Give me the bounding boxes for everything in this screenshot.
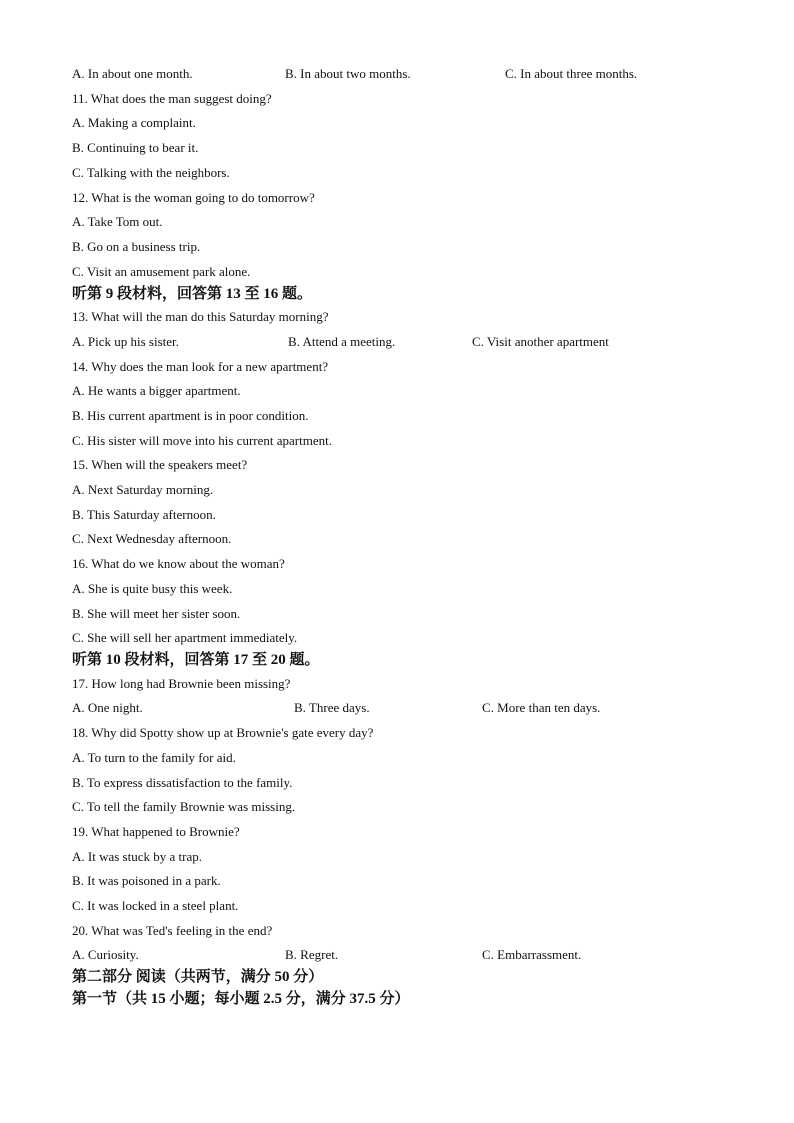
q14-option-c: C. His sister will move into his current apartment.: [72, 433, 332, 448]
q17-option-c: C. More than ten days.: [482, 700, 601, 715]
q12-question: 12. What is the woman going to do tomorrow?: [72, 190, 315, 205]
section10-heading: 听第 10 段材料，回答第 17 至 20 题。: [72, 652, 320, 668]
q19-option-b: B. It was poisoned in a park.: [72, 873, 221, 888]
q14-option-b: B. His current apartment is in poor condition.: [72, 408, 309, 423]
q20-option-b: B. Regret.: [285, 947, 339, 962]
section9-heading: 听第 9 段材料，回答第 13 至 16 题。: [72, 286, 313, 302]
q13-option-a: A. Pick up his sister.: [72, 334, 179, 349]
part2-heading: 第二部分 阅读（共两节，满分 50 分）: [72, 969, 324, 985]
q17-option-b: B. Three days.: [294, 700, 370, 715]
q11-question: 11. What does the man suggest doing?: [72, 91, 272, 106]
q11-option-c: C. Talking with the neighbors.: [72, 165, 230, 180]
q15-option-c: C. Next Wednesday afternoon.: [72, 531, 232, 546]
q14-question: 14. Why does the man look for a new apartment?: [72, 359, 329, 374]
q20-option-a: A. Curiosity.: [72, 947, 139, 962]
q19-question: 19. What happened to Brownie?: [72, 824, 240, 839]
q10-option-c: C. In about three months.: [505, 66, 638, 81]
q11-option-b: B. Continuing to bear it.: [72, 140, 199, 155]
q15-option-b: B. This Saturday afternoon.: [72, 507, 216, 522]
q19-option-c: C. It was locked in a steel plant.: [72, 898, 239, 913]
q16-option-b: B. She will meet her sister soon.: [72, 606, 241, 621]
q18-option-a: A. To turn to the family for aid.: [72, 750, 236, 765]
q13-option-c: C. Visit another apartment: [472, 334, 609, 349]
q15-option-a: A. Next Saturday morning.: [72, 482, 214, 497]
q18-question: 18. Why did Spotty show up at Brownie's gate every day?: [72, 725, 374, 740]
section1-heading: 第一节（共 15 小题；每小题 2.5 分，满分 37.5 分）: [72, 991, 410, 1007]
q11-option-a: A. Making a complaint.: [72, 115, 196, 130]
q18-option-c: C. To tell the family Brownie was missing.: [72, 799, 296, 814]
q16-option-c: C. She will sell her apartment immediately.: [72, 630, 298, 645]
q17-question: 17. How long had Brownie been missing?: [72, 676, 291, 691]
q12-option-a: A. Take Tom out.: [72, 214, 163, 229]
q13-option-b: B. Attend a meeting.: [288, 334, 396, 349]
q13-question: 13. What will the man do this Saturday morning?: [72, 309, 329, 324]
q12-option-b: B. Go on a business trip.: [72, 239, 201, 254]
q20-question: 20. What was Ted's feeling in the end?: [72, 923, 273, 938]
q12-option-c: C. Visit an amusement park alone.: [72, 264, 251, 279]
q18-option-b: B. To express dissatisfaction to the family.: [72, 775, 293, 790]
q16-option-a: A. She is quite busy this week.: [72, 581, 233, 596]
q16-question: 16. What do we know about the woman?: [72, 556, 285, 571]
q20-option-c: C. Embarrassment.: [482, 947, 582, 962]
q14-option-a: A. He wants a bigger apartment.: [72, 383, 241, 398]
q10-option-a: A. In about one month.: [72, 66, 193, 81]
q17-option-a: A. One night.: [72, 700, 143, 715]
q10-option-b: B. In about two months.: [285, 66, 411, 81]
q15-question: 15. When will the speakers meet?: [72, 457, 248, 472]
q19-option-a: A. It was stuck by a trap.: [72, 849, 202, 864]
